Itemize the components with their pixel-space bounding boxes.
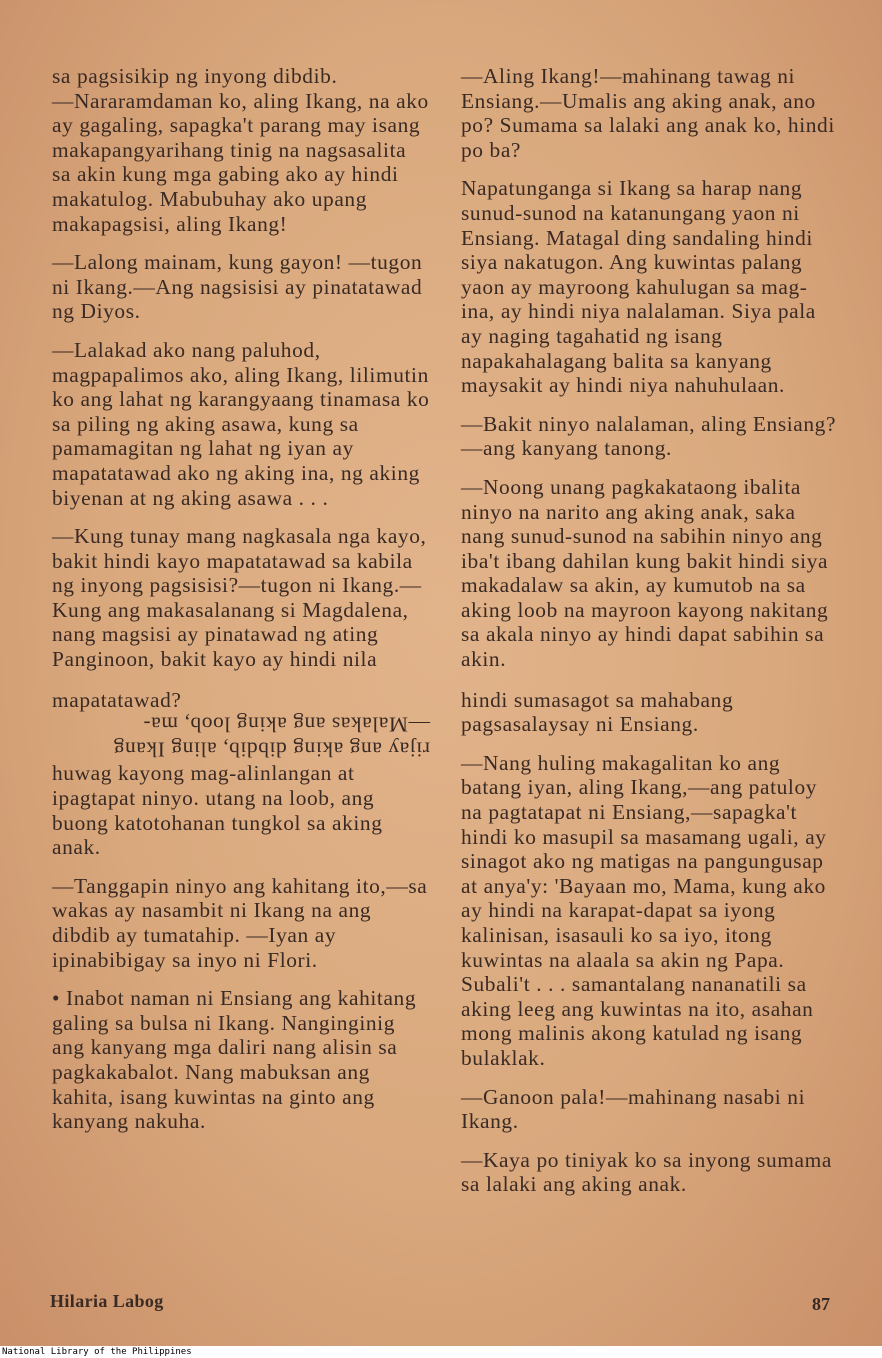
left-text-column <box>52 64 430 1148</box>
paragraph: hindi sumasagot sa mahabang pagsasalaysay ni Ensiang. <box>461 687 734 737</box>
right-text-column <box>461 64 839 1211</box>
paragraph: —Bakit ninyo nalalaman, aling Ensiang?—ang kanyang tanong. <box>461 411 837 461</box>
upside-down-line: —Malakas ang aking loob, ma- <box>142 712 430 737</box>
paragraph: Napatunganga si Ikang sa harap nang sunud-sunod na katanungang yaon ni Ensiang. Matagal ding sandaling hindi siya nakatugon. Ang kuwintas palang yaon ay mayroong kahulugan sa mag-ina, ay hindi niya nalalaman. Siya pala ay naging tagahatid ng isang napakahalagang balita sa kanyang maysakit ay hindi niya nahuhulaan. <box>461 176 816 398</box>
page-number: 87 <box>812 1294 830 1314</box>
paragraph: —Tanggapin ninyo ang kahitang ito,—sa wakas ay nasambit ni Ikang na ang dibdib ay tumatahip. —Iyan ay ipinabibigay sa inyo ni Flori. <box>52 873 428 972</box>
author-name: Hilaria Labog <box>50 1291 164 1311</box>
paragraph: sa pagsisikip ng inyong dibdib. <box>52 64 338 88</box>
paragraph: —Nang huling makagalitan ko ang batang iyan, aling Ikang,—ang patuloy na pagtatapat ni Ensiang,—sapagka't hindi ko masupil sa masamang ugali, ay sinagot ako ng matigas na pangungusap at anya'y: 'Bayaan mo, Mama, kung ako ay hindi na karapat-dapat sa iyong kalinisan, isasauli ko sa iyo, itong kuwintas na alaala sa akin ng Papa. Subali't . . . samantalang nananatili sa aking leeg ang kuwintas na ito, asahan mong malinis akong katulad ng isang bulaklak. <box>461 750 827 1070</box>
paragraph: —Lalakad ako nang paluhod, magpapalimos ako, aling Ikang, lilimutin ko ang lahat ng karangyaang tinamasa ko sa piling ng aking asawa, kung sa pamamagitan ng lahat ng iyan ay mapatatawad ako ng aking ina, ng aking biyenan at ng aking asawa . . . <box>52 337 430 510</box>
paragraph: —Aling Ikang!—mahinang tawag ni Ensiang.—Umalis ang aking anak, ano po? Sumama sa lalaki ang anak ko, hindi po ba? <box>461 64 835 162</box>
source-credit: National Library of the Philippines <box>0 1346 882 1358</box>
paragraph: —Ganoon pala!—mahinang nasabi ni Ikang. <box>461 1084 806 1134</box>
paragraph: mapatatawad? <box>52 687 182 712</box>
paragraph: • Inabot naman ni Ensiang ang kahitang galing sa bulsa ni Ikang. Nanginginig ang kanyang mga daliri nang alisin sa pagkakabalot. Nang mabuksan ang kahita, isang kuwintas na ginto ang kanyang nakuha. <box>52 986 417 1134</box>
paragraph: —Nararamdaman ko, aling Ikang, na ako ay gagaling, sapagka't parang may isang makapangyarihang tinig na nagsasalita sa akin kung mga gabing ako ay hindi makatulog. Mabubuhay ako upang makapagsisi, aling Ikang! <box>52 88 429 236</box>
paragraph: —Noong unang pagkakataong ibalita ninyo na narito ang aking anak, saka nang sunud-sunod na sabihin ninyo ang iba't ibang dahilan kung bakit hindi siya makadalaw sa akin, ay kumutob na sa aking loob na mayroon kayong nakitang sa akala ninyo ay hindi dapat sabihin sa akin. <box>461 474 829 672</box>
upside-down-line: rijay ang aking dibdib, aling Ikang <box>113 737 430 762</box>
paragraph: huwag kayong mag-alinlangan at ipagtapat ninyo. utang na loob, ang buong katotohanan tungkol sa aking anak. <box>52 761 383 860</box>
paragraph: —Kung tunay mang nagkasala nga kayo, bakit hindi kayo mapatatawad sa kabila ng inyong pagsisisi?—tugon ni Ikang.—Kung ang makasalanang si Magdalena, nang magsisi ay pinatawad ng ating Panginoon, bakit kayo ay hindi nila <box>52 524 427 672</box>
paragraph: —Lalong mainam, kung gayon! —tugon ni Ikang.—Ang nagsisisi ay pinatatawad ng Diyos. <box>52 250 423 324</box>
paragraph: —Kaya po tiniyak ko sa inyong sumama sa lalaki ang aking anak. <box>461 1147 832 1197</box>
